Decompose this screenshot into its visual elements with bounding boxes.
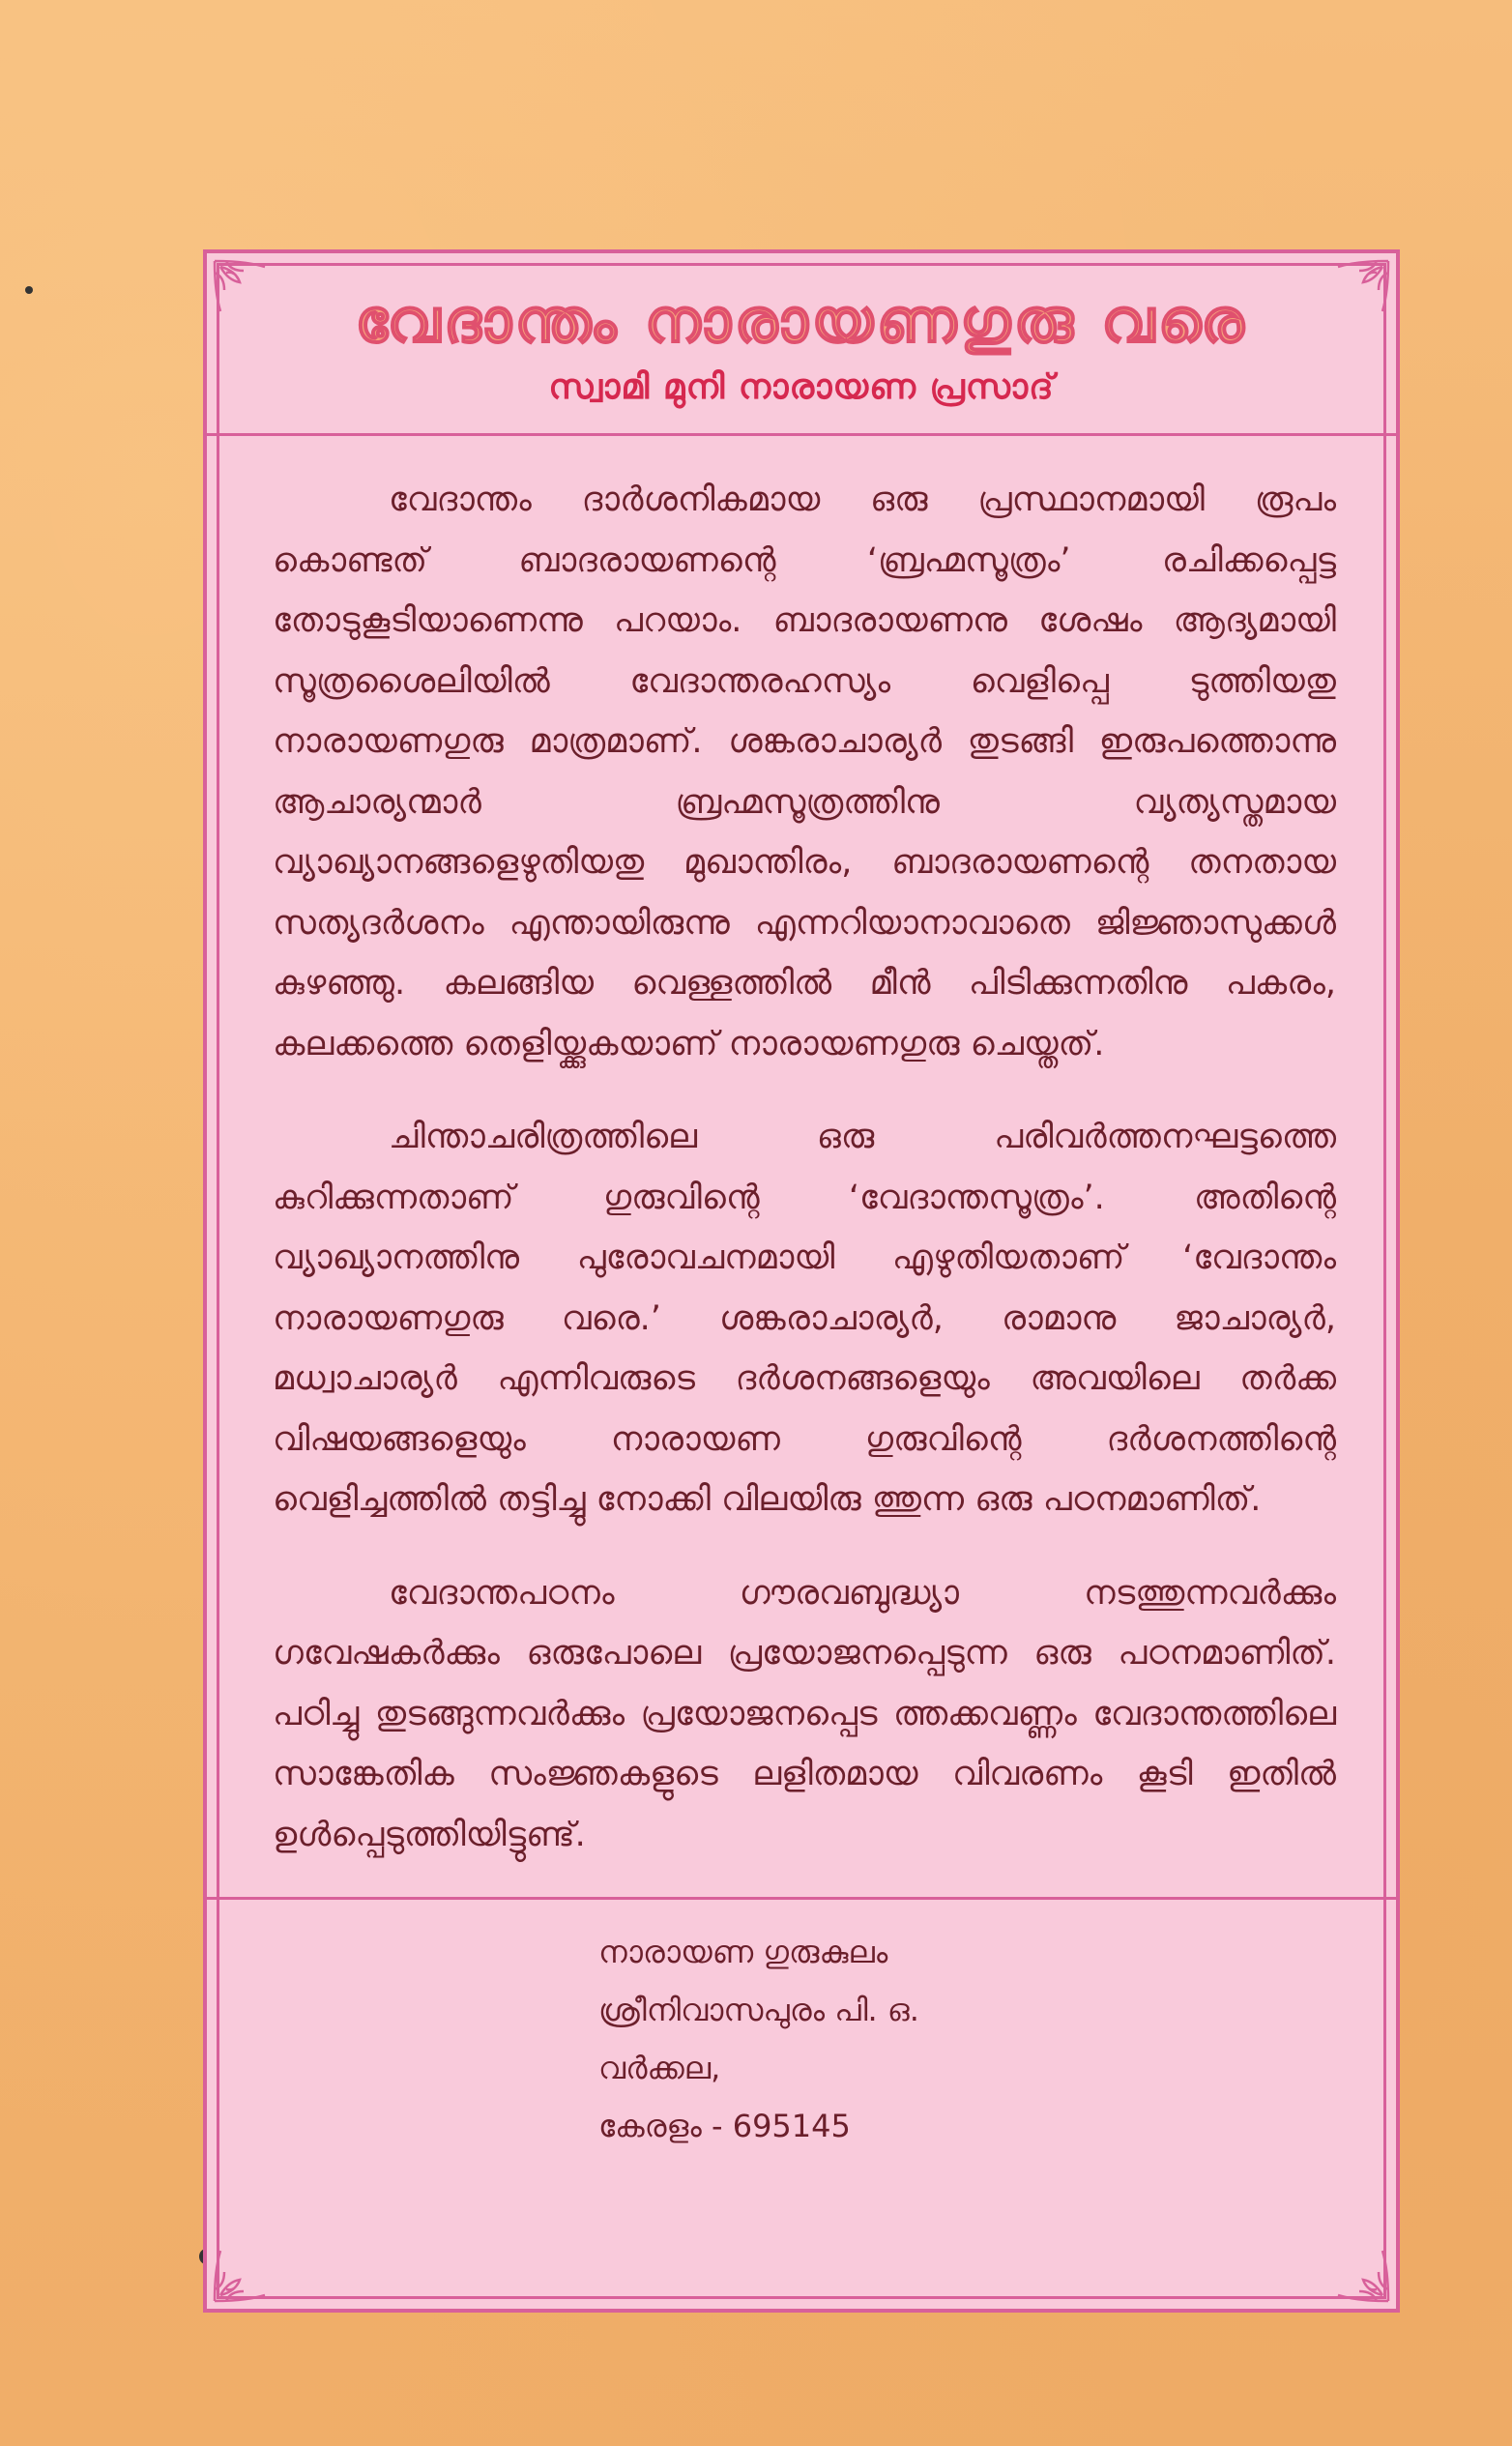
- cover-speck: [25, 286, 33, 294]
- blurb-paragraph: ചിന്താചരിത്രത്തിലെ ഒരു പരിവർത്തനഘട്ടത്തെ കുറിക്കുന്നതാണ് ഗുരുവിന്റെ ‘വേദാന്തസൂത്രം’. അതിന്റെ വ്യാഖ്യാനത്തിനു പുരോവചനമായി എഴുതിയതാണ് ‘വേദാന്തം നാരായണഗുരു വരെ.’ ശങ്കരാചാര്യർ, രാമാനു ജാചാര്യർ, മധ്വാചാര്യർ എന്നിവരുടെ ദർശനങ്ങളെയും അവയിലെ തർക്ക വിഷയങ്ങളെയും നാരായണ ഗുരുവിന്റെ ദർശനത്തിന്റെ വെളിച്ചത്തിൽ തട്ടിച്ചു നോക്കി വിലയിരു ത്തുന്ന ഒരു പഠനമാണിത്.: [273, 1118, 1336, 1519]
- blurb-text: [273, 470, 1336, 1898]
- book-title: വേദാന്തം നാരായണഗുരു വരെ: [355, 285, 1248, 356]
- cover-header: [207, 253, 1396, 436]
- publisher-state-pin: കേരളം - 695145: [598, 2108, 851, 2144]
- publisher-name: നാരായണ ഗുരുകുലം: [598, 1934, 888, 1970]
- blurb-paragraph: വേദാന്തം ദാർശനികമായ ഒരു പ്രസ്ഥാനമായി രൂപം കൊണ്ടത് ബാദരായണന്റെ ‘ബ്രഹ്മസൂത്രം’ രചിക്കപ്പെട്ട തോടുകൂടിയാണെന്നു പറയാം. ബാദരായണനു ശേഷം ആദ്യമായി സൂത്രശൈലിയിൽ വേദാന്തരഹസ്യം വെളിപ്പെ ടുത്തിയതു നാരായണഗുരു മാത്രമാണ്. ശങ്കരാചാര്യർ തുടങ്ങി ഇരുപത്തൊന്നു ആചാര്യന്മാർ ബ്രഹ്മസൂത്രത്തിനു വ്യത്യസ്തമായ വ്യാഖ്യാനങ്ങളെഴുതിയതു മുഖാന്തിരം, ബാദരായണന്റെ തനതായ സത്യദർശനം എന്തായിരുന്നു എന്നറിയാനാവാതെ ജിജ്ഞാസുക്കൾ കുഴഞ്ഞു. കലങ്ങിയ വെള്ളത്തിൽ മീൻ പിടിക്കുന്നതിനു പകരം, കലക്കത്തെ തെളിയ്ക്കുകയാണ് നാരായണഗുരു ചെയ്തത്.: [273, 480, 1336, 1063]
- publisher-street: ശ്രീനിവാസപുരം പി. ഒ.: [598, 1992, 919, 2028]
- publisher-city: വർക്കല,: [598, 2050, 721, 2086]
- publisher-footer: [207, 1897, 1396, 2309]
- publisher-address: [598, 1923, 919, 2155]
- book-author: സ്വാമി മുനി നാരായണ പ്രസാദ്: [548, 367, 1055, 408]
- description-panel: [203, 249, 1400, 2313]
- blurb-paragraph: വേദാന്തപഠനം ഗൗരവബുദ്ധ്യാ നടത്തുന്നവർക്കും ഗവേഷകർക്കും ഒരുപോലെ പ്രയോജനപ്പെടുന്ന ഒരു പഠനമാണിത്. പഠിച്ചു തുടങ്ങുന്നവർക്കും പ്രയോജനപ്പെട ത്തക്കവണ്ണം വേദാന്തത്തിലെ സാങ്കേതിക സംജ്ഞകളുടെ ലളിതമായ വിവരണം കൂടി ഇതിൽ ഉൾപ്പെടുത്തിയിട്ടുണ്ട്.: [273, 1573, 1336, 1854]
